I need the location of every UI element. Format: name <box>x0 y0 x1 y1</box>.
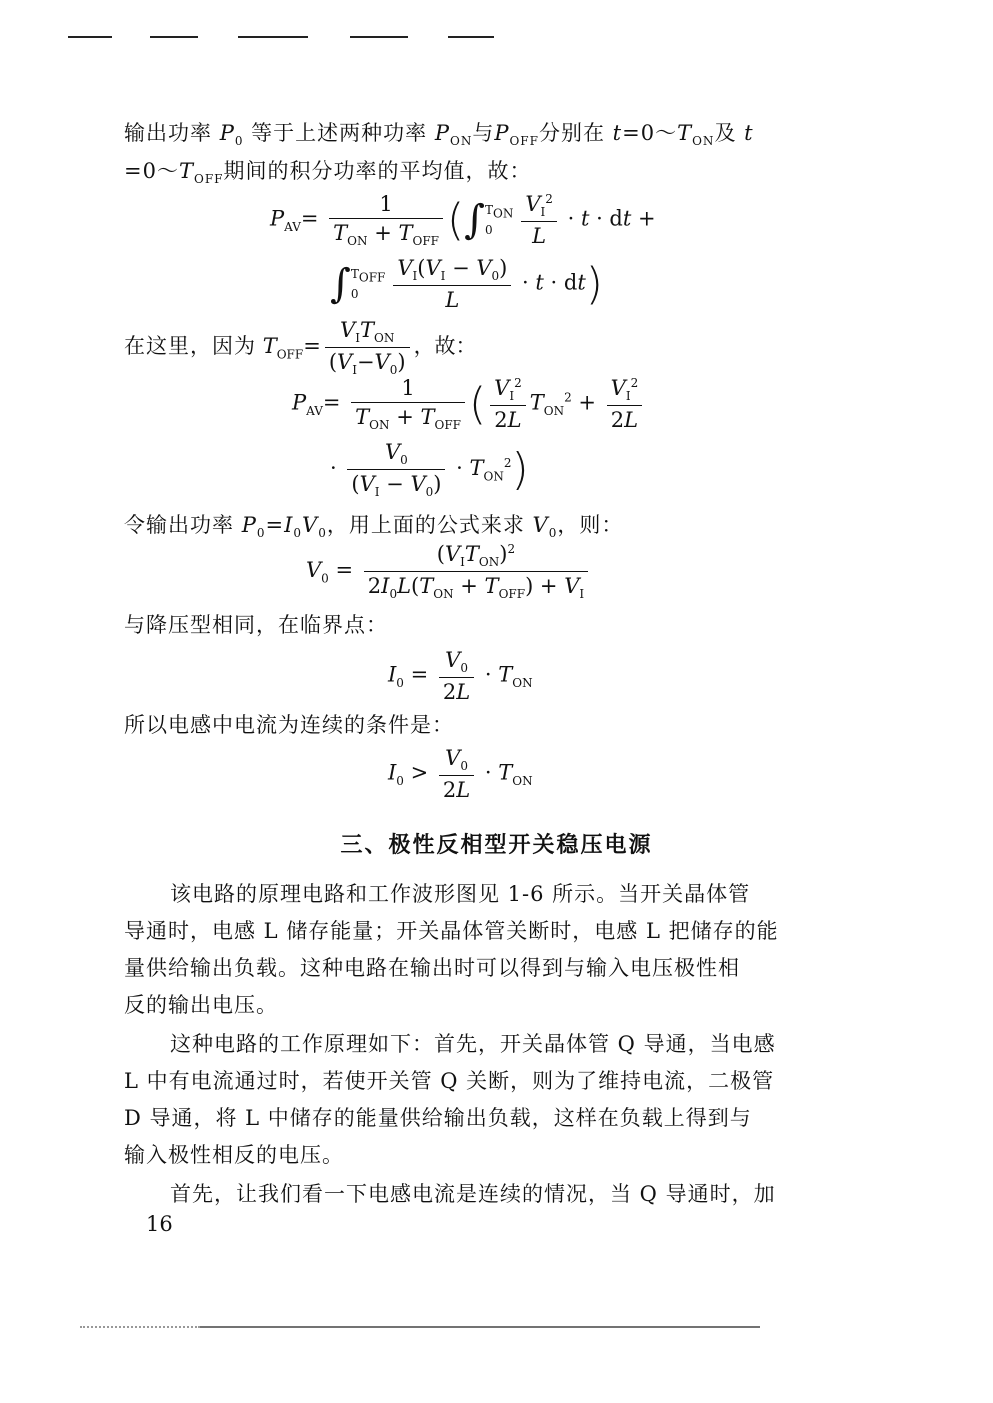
bottom-dotted-rule <box>80 1326 200 1330</box>
text: ，用上面的公式来求 <box>326 513 525 537</box>
para1-line: 该电路的原理电路和工作波形图见 1-6 所示。当开关晶体管 <box>170 882 751 906</box>
para1-line: 量供给输出负载。这种电路在输出时可以得到与输入电压极性相 <box>124 956 740 980</box>
page-number: 16 <box>146 1212 173 1236</box>
text: ，则： <box>557 513 624 537</box>
equation-pav-simplified-1: $P_{AV}=$ $\frac{1}{T_{ON} + T_{OFF}}$ ( $\frac{V_I^2}{2L}$ $T_{ON}^2$ + $\frac{V_I^2}{2L}$ <box>292 376 646 432</box>
paragraph-3 <box>124 1176 808 1213</box>
para2-line: 这种电路的工作原理如下：首先，开关晶体管 Q 导通，当电感 <box>170 1032 776 1056</box>
equation-pav-simplified-2: · $\frac{V_0}{(V_I - V_0)}$ · $T_{ON}^2$) <box>330 440 529 500</box>
text-line-continuous-condition <box>124 710 454 740</box>
text: 期间的积分功率的平均值，故： <box>223 159 532 183</box>
text: 令输出功率 <box>124 513 234 537</box>
equation-v0: $V_0$ = $\frac{(V_IT_{ON})^2}{2I_0L(T_{ON} + T_{OFF}) + V_I}$ <box>306 542 592 601</box>
equation-i0-critical: $I_0$ = $\frac{V_0}{2L}$ · $T_{ON}$ <box>388 648 533 705</box>
top-rule-4 <box>350 36 408 38</box>
equation-pav-1: $P_{AV}=$ $\frac{1}{T_{ON} + T_{OFF}}$ (∫ $T_{ON}$ 0 $\frac{V_I^2}{L}$ · t · dt + <box>270 192 656 249</box>
equation-i0-condition: $I_0$ > $\frac{V_0}{2L}$ · $T_{ON}$ <box>388 746 533 803</box>
equation-pav-2: ∫ $T_{OFF}$ 0 $\frac{V_I(V_I - V_0)}{L}$ · t · dt) <box>330 256 603 313</box>
text: 所以电感中电流为连续的条件是： <box>124 713 454 737</box>
text: 输出功率 <box>124 121 212 145</box>
text-line-since-toff: 在这里，因为 $T_{OFF}=$ $\frac{V_IT_{ON}}{(V_I-V_0)}$ ，故： <box>124 318 477 378</box>
para2-line: L 中有电流通过时，若使开关管 Q 关断，则为了维持电流，二极管 <box>124 1069 775 1093</box>
section-heading: 三、极性反相型开关稳压电源 <box>340 833 653 858</box>
text-line-output-power: 输出功率 $P_0$ 等于上述两种功率 $P_{ON}$与$P_{OFF}$分别在 $t=0\sim T_{ON}$及 t <box>124 121 754 149</box>
text: =0～ <box>124 159 179 183</box>
para2-line: 输入极性相反的电压。 <box>124 1143 344 1167</box>
text: =0～ <box>622 121 678 145</box>
paragraph-2 <box>124 1026 808 1174</box>
top-rule-3 <box>238 36 308 38</box>
top-rule-5 <box>448 36 494 38</box>
text: 与 <box>472 121 495 145</box>
text: 在这里，因为 <box>124 334 256 359</box>
text: 与降压型相同，在临界点： <box>124 613 388 637</box>
text: ，故： <box>413 334 477 359</box>
paragraph-1 <box>124 876 808 1024</box>
text: 及 <box>714 121 737 145</box>
text-line-integral-average: $=0\sim T_{OFF}$期间的积分功率的平均值，故： <box>124 159 532 187</box>
para1-line: 导通时，电感 L 储存能量；开关晶体管关断时，电感 L 把储存的能 <box>124 919 779 943</box>
para2-line: D 导通，将 L 中储存的能量供给输出负载，这样在负载上得到与 <box>124 1106 752 1130</box>
para1-line: 反的输出电压。 <box>124 993 278 1017</box>
top-rule-1 <box>68 36 112 38</box>
top-rule-2 <box>150 36 198 38</box>
text-line-let-output-power: 令输出功率 $P_0=I_0V_0$，用上面的公式来求 $V_0$，则： <box>124 513 624 541</box>
bottom-rule <box>200 1326 760 1328</box>
text: 分别在 <box>538 121 605 145</box>
text-line-critical-point <box>124 610 388 640</box>
para3-line: 首先，让我们看一下电感电流是连续的情况，当 Q 导通时，加 <box>170 1182 776 1206</box>
text: 等于上述两种功率 <box>251 121 428 145</box>
